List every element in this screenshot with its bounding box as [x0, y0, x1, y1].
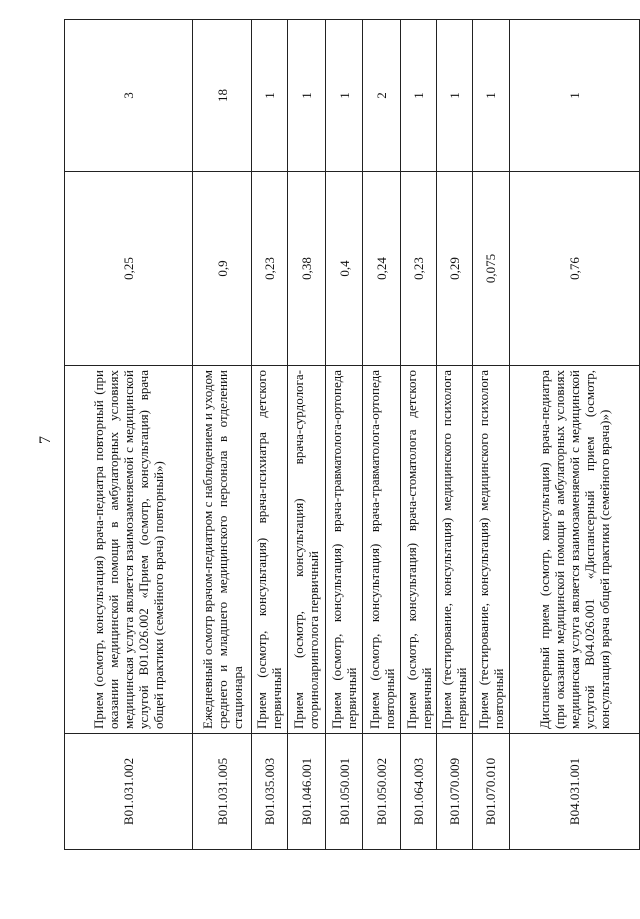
service-code: B01.070.009	[437, 734, 473, 850]
multiplicity-value: 1	[509, 20, 639, 172]
rotated-table-container	[64, 20, 640, 850]
multiplicity-value: 1	[287, 20, 325, 172]
multiplicity-value: 1	[401, 20, 437, 172]
service-description: Ежедневный осмотр врачом-педиатром с наблюдением и уходом среднего и младшего медицинского персонала в отделении стационара	[193, 366, 252, 734]
table-row	[325, 20, 363, 850]
service-description: Прием (осмотр, консультация) врача-психиатра детского первичный	[252, 366, 288, 734]
table-row	[65, 20, 193, 850]
frequency-value: 0,4	[325, 172, 363, 366]
service-code: B01.046.001	[287, 734, 325, 850]
service-code: B01.035.003	[252, 734, 288, 850]
table-row	[472, 20, 509, 850]
service-description: Диспансерный прием (осмотр, консультация) врача-педиатра (при оказании медицинской помощи в амбулаторных условиях медицинская услуга является взаимозаменяемой с медицинской услугой B04.026.001 «Диспансерный прием (осмотр, консультация) врача общей практики (семейного врача)»)	[509, 366, 639, 734]
page-number: 7	[37, 436, 54, 444]
service-code: B01.064.003	[401, 734, 437, 850]
frequency-value: 0,24	[363, 172, 401, 366]
service-description: Прием (тестирование, консультация) медицинского психолога повторный	[472, 366, 509, 734]
table-frame	[64, 20, 640, 850]
table-row	[252, 20, 288, 850]
service-code: B01.070.010	[472, 734, 509, 850]
service-description: Прием (осмотр, консультация) врача-травматолога-ортопеда первичный	[325, 366, 363, 734]
frequency-value: 0,075	[472, 172, 509, 366]
service-description: Прием (осмотр, консультация) врача-травматолога-ортопеда повторный	[363, 366, 401, 734]
table-row	[287, 20, 325, 850]
service-code: B01.031.002	[65, 734, 193, 850]
table-row	[401, 20, 437, 850]
medical-services-table	[64, 19, 640, 850]
service-description: Прием (тестирование, консультация) медицинского психолога первичный	[437, 366, 473, 734]
service-code: B01.050.001	[325, 734, 363, 850]
multiplicity-value: 1	[437, 20, 473, 172]
multiplicity-value: 3	[65, 20, 193, 172]
table-row	[363, 20, 401, 850]
table-row	[509, 20, 639, 850]
multiplicity-value: 2	[363, 20, 401, 172]
service-code: B04.031.001	[509, 734, 639, 850]
table-row	[437, 20, 473, 850]
service-description: Прием (осмотр, консультация) врача-сурдолога-оториноларинголога первичный	[287, 366, 325, 734]
multiplicity-value: 18	[193, 20, 252, 172]
table-row	[193, 20, 252, 850]
frequency-value: 0,23	[252, 172, 288, 366]
service-code: B01.050.002	[363, 734, 401, 850]
service-description: Прием (осмотр, консультация) врача-педиатра повторный (при оказании медицинской помощи в амбулаторных условиях медицинская услуга является взаимозаменяемой с медицинской услугой B01.026.002 «Прием (осмотр, консультация) врача общей практики (семейного врача) повторный»)	[65, 366, 193, 734]
service-description: Прием (осмотр, консультация) врача-стоматолога детского первичный	[401, 366, 437, 734]
frequency-value: 0,25	[65, 172, 193, 366]
multiplicity-value: 1	[325, 20, 363, 172]
frequency-value: 0,9	[193, 172, 252, 366]
frequency-value: 0,38	[287, 172, 325, 366]
frequency-value: 0,76	[509, 172, 639, 366]
service-code: B01.031.005	[193, 734, 252, 850]
multiplicity-value: 1	[472, 20, 509, 172]
frequency-value: 0,23	[401, 172, 437, 366]
multiplicity-value: 1	[252, 20, 288, 172]
frequency-value: 0,29	[437, 172, 473, 366]
